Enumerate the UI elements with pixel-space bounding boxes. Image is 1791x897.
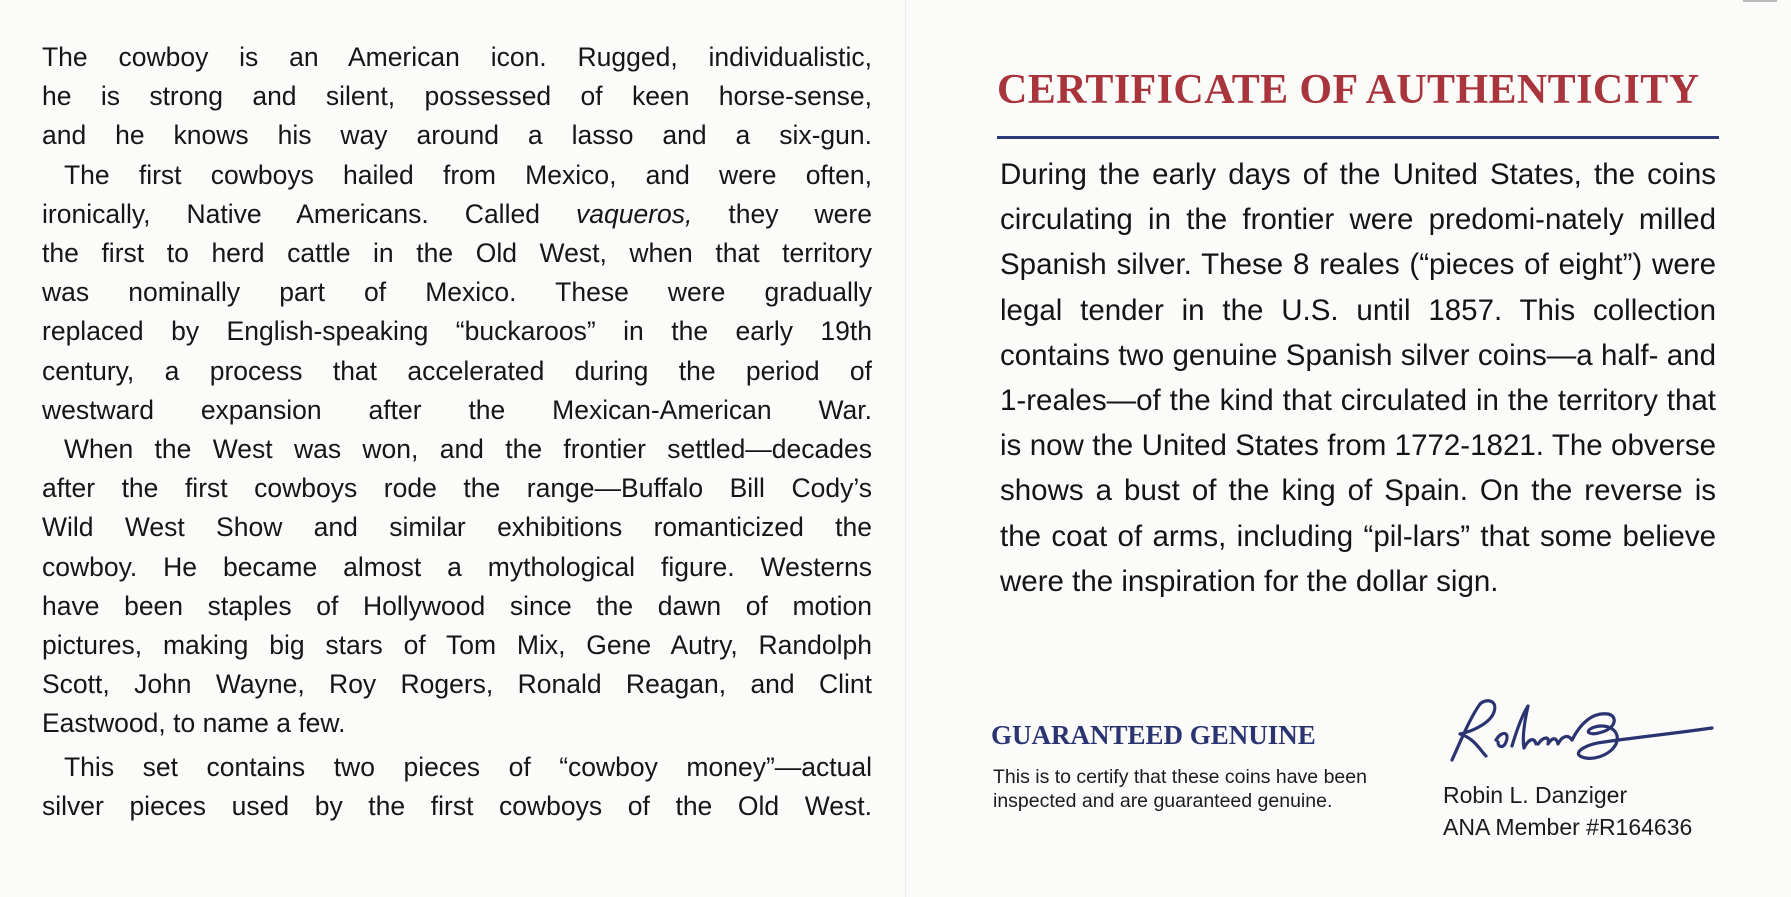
cowboy-history-text bbox=[42, 38, 872, 826]
paragraph-2-line-3: the first to herd cattle in the Old West, when that territory bbox=[42, 238, 872, 269]
paragraph-3-line-6: pictures, making big stars of Tom Mix, Gene Autry, Randolph bbox=[42, 630, 872, 661]
guaranteed-genuine-heading: GUARANTEED GENUINE bbox=[991, 720, 1316, 750]
paragraph-1-line-2: he is strong and silent, possessed of keen horse-sense, bbox=[42, 81, 872, 112]
paragraph-3-line-7: Scott, John Wayne, Roy Rogers, Ronald Reagan, and Clint bbox=[42, 669, 872, 700]
paragraph-2-line-2-prefix: ironically, Native Americans. Called bbox=[42, 198, 576, 229]
paragraph-3-line-4: cowboy. He became almost a mythological figure. Westerns bbox=[42, 551, 872, 582]
center-fold-line bbox=[905, 0, 906, 897]
paragraph-2-line-4: was nominally part of Mexico. These were gradually bbox=[42, 277, 872, 308]
paragraph-3-line-3: Wild West Show and similar exhibitions romanticized the bbox=[42, 512, 872, 543]
certificate-body-text: During the early days of the United States, the coins circulating in the frontier were predomi-nately milled Spanish silver. These 8 reales (“pieces of eight”) were legal tender in the U.S. until 1857. This collection contains two genuine Spanish silver coins—a half- and 1-reales—of the kind that circulated in the territory that is now the United States from 1772-1821. The obverse shows a bust of the king of Spain. On the reverse is the coat of arms, including “pil-lars” that some believe were the inspiration for the dollar sign. bbox=[1000, 158, 1716, 598]
certificate-title: CERTIFICATE OF AUTHENTICITY bbox=[997, 67, 1700, 113]
paragraph-3-line-8: Eastwood, to name a few. bbox=[42, 708, 346, 739]
paragraph-2-line-5: replaced by English-speaking “buckaroos” in the early 19th bbox=[42, 316, 872, 347]
paragraph-2-line-6: century, a process that accelerated during the period of bbox=[42, 355, 872, 386]
signer-name: Robin L. Danziger bbox=[1443, 782, 1628, 808]
paragraph-2-line-2 bbox=[42, 195, 872, 234]
paragraph-3-line-1: When the West was won, and the frontier settled—decades bbox=[64, 434, 872, 465]
signature-image bbox=[1440, 690, 1720, 772]
paragraph-1-line-1: The cowboy is an American icon. Rugged, individualistic, bbox=[42, 42, 872, 72]
title-underline bbox=[997, 136, 1719, 139]
paragraph-2-line-2-suffix: they were bbox=[692, 198, 872, 229]
guarantee-statement: This is to certify that these coins have been inspected and are guaranteed genuine. bbox=[993, 766, 1367, 812]
vaqueros-italic: vaqueros, bbox=[575, 198, 693, 229]
paragraph-3-line-2: after the first cowboys rode the range—Buffalo Bill Cody’s bbox=[42, 473, 872, 504]
certificate-body bbox=[1000, 152, 1716, 604]
paragraph-2-line-7: westward expansion after the Mexican-American War. bbox=[42, 394, 872, 425]
paragraph-1-line-3: and he knows his way around a lasso and a six-gun. bbox=[42, 120, 872, 151]
paragraph-3-line-5: have been staples of Hollywood since the dawn of motion bbox=[42, 590, 872, 621]
paragraph-2-line-1: The first cowboys hailed from Mexico, and were often, bbox=[64, 159, 872, 190]
signer-member-number: ANA Member #R164636 bbox=[1443, 814, 1693, 840]
paragraph-4-line-1: This set contains two pieces of “cowboy money”—actual bbox=[64, 751, 872, 782]
corner-mark bbox=[1743, 0, 1777, 2]
paragraph-4-line-2: silver pieces used by the first cowboys of the Old West. bbox=[42, 790, 872, 821]
